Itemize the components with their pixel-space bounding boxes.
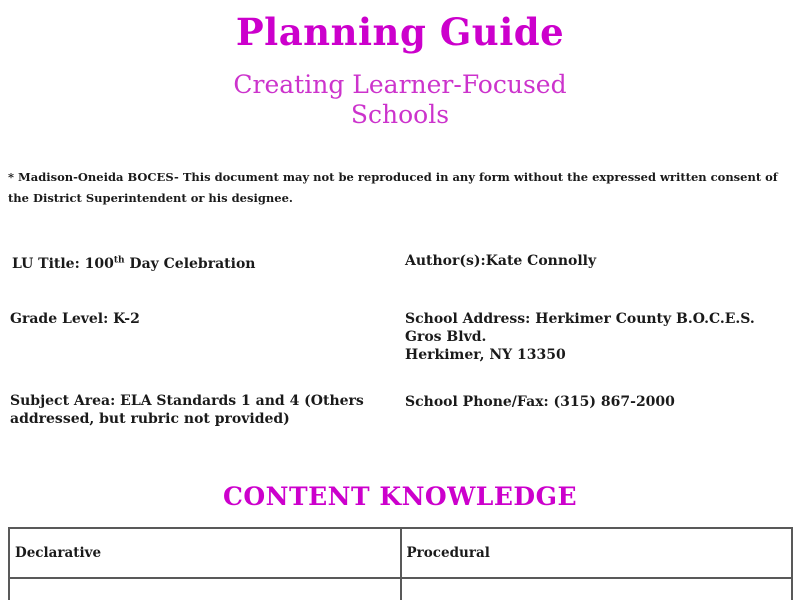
document-title: Planning Guide xyxy=(235,10,565,54)
content-knowledge-table xyxy=(8,527,793,600)
content-knowledge-table-body xyxy=(9,578,792,600)
lu-title-prefix: LU Title: 100 xyxy=(12,256,114,272)
school-address-line-2: Gros Blvd. xyxy=(405,329,487,345)
authors-field: Author(s):Kate Connolly xyxy=(405,253,597,269)
subtitle-line-1: Creating Learner-Focused xyxy=(233,70,567,99)
school-address-line-1: School Address: Herkimer County B.O.C.E.S. xyxy=(405,311,755,327)
subtitle-line-2: Schools xyxy=(350,100,450,129)
declarative-cell xyxy=(9,578,401,600)
lu-title-field xyxy=(12,255,392,273)
subject-area-field: Subject Area: ELA Standards 1 and 4 (Others addressed, but rubric not provided) xyxy=(10,393,364,427)
school-phone-fax-field: School Phone/Fax: (315) 867-2000 xyxy=(405,394,675,410)
copyright-disclaimer: * Madison-Oneida BOCES- This document may not be reproduced in any form without the expressed written consent of the District Superintendent or his designee. xyxy=(8,170,778,205)
column-header-declarative: Declarative xyxy=(9,528,401,578)
content-knowledge-table-head xyxy=(9,528,792,578)
document-subtitle xyxy=(0,70,800,130)
lu-title-suffix: Day Celebration xyxy=(124,256,256,272)
table-row xyxy=(9,578,792,600)
grade-level-field: Grade Level: K-2 xyxy=(10,311,140,327)
lu-title-ordinal-superscript: th xyxy=(113,255,125,266)
column-header-procedural: Procedural xyxy=(401,528,793,578)
school-address-field xyxy=(405,310,790,364)
content-knowledge-heading: CONTENT KNOWLEDGE xyxy=(223,482,577,511)
school-address-line-3: Herkimer, NY 13350 xyxy=(405,347,566,363)
procedural-cell xyxy=(401,578,793,600)
table-header-row xyxy=(9,528,792,578)
